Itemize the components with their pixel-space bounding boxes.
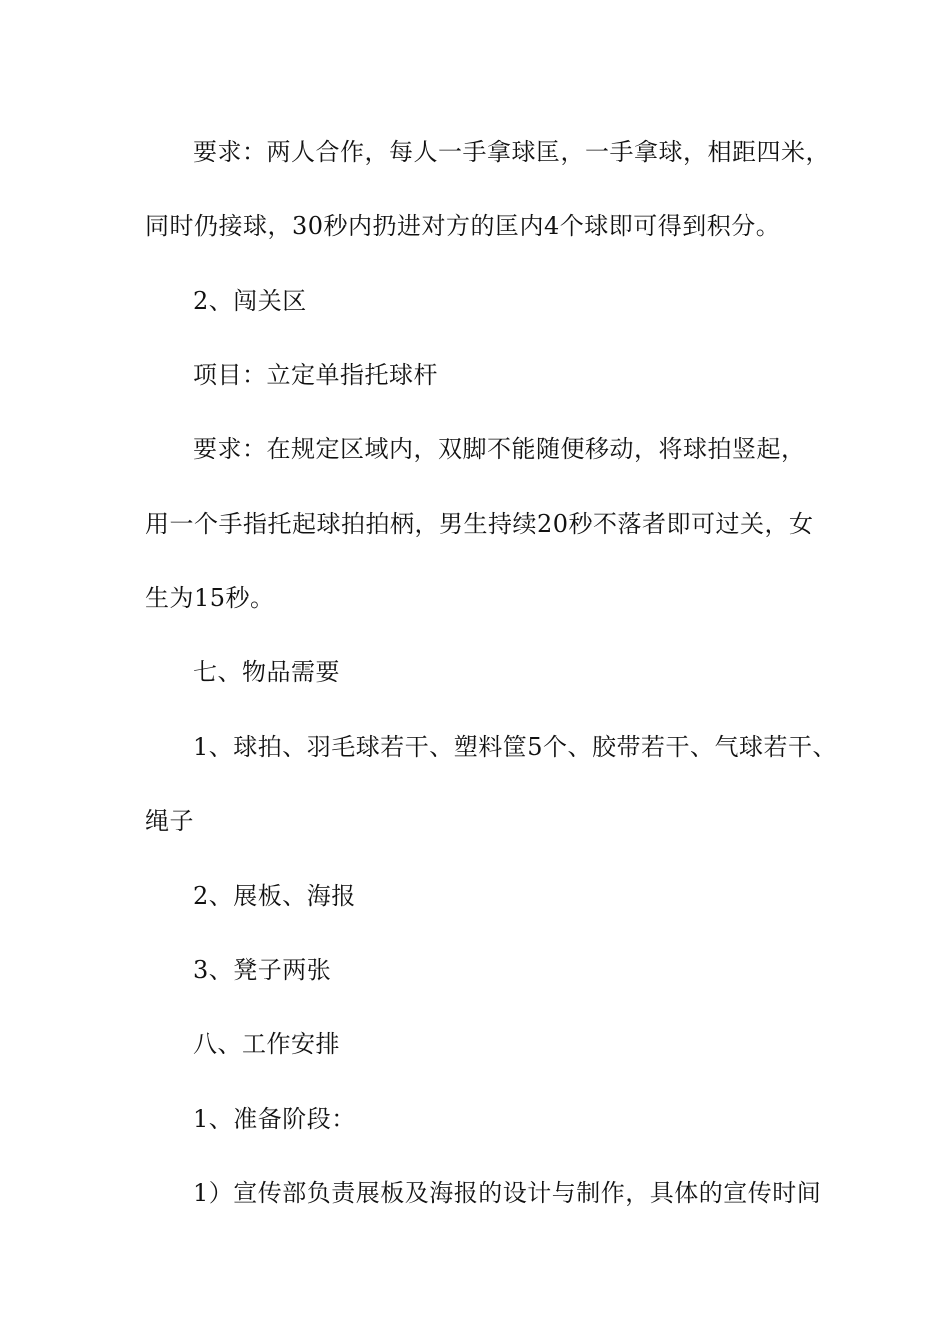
work-stage-preparation: 1、准备阶段： xyxy=(193,1105,356,1133)
section-heading-supplies: 七、物品需要 xyxy=(193,658,340,686)
supplies-item-2: 2、展板、海报 xyxy=(193,882,356,910)
supplies-item-3: 3、凳子两张 xyxy=(193,956,332,984)
paragraph-requirement-1-line-2: 同时仍接球，30秒内扔进对方的匡内4个球即可得到积分。 xyxy=(145,212,781,240)
supplies-item-1-line-2: 绳子 xyxy=(145,807,194,835)
section-heading-work-arrangement: 八、工作安排 xyxy=(193,1030,340,1058)
section-heading-challenge-zone: 2、闯关区 xyxy=(193,287,307,315)
paragraph-requirement-2-line-3: 生为15秒。 xyxy=(145,584,275,612)
paragraph-requirement-2-line-2: 用一个手指托起球拍拍柄，男生持续20秒不落者即可过关，女 xyxy=(145,510,814,538)
paragraph-requirement-2-line-1: 要求：在规定区域内，双脚不能随便移动，将球拍竖起， xyxy=(193,435,806,463)
item-project-line: 项目：立定单指托球杆 xyxy=(193,361,438,389)
supplies-item-1-line-1: 1、球拍、羽毛球若干、塑料筐5个、胶带若干、气球若干、 xyxy=(193,733,838,761)
paragraph-requirement-1-line-1: 要求：两人合作，每人一手拿球匡，一手拿球，相距四米， xyxy=(193,138,830,166)
work-stage-item-1: 1）宣传部负责展板及海报的设计与制作，具体的宣传时间 xyxy=(193,1179,822,1207)
